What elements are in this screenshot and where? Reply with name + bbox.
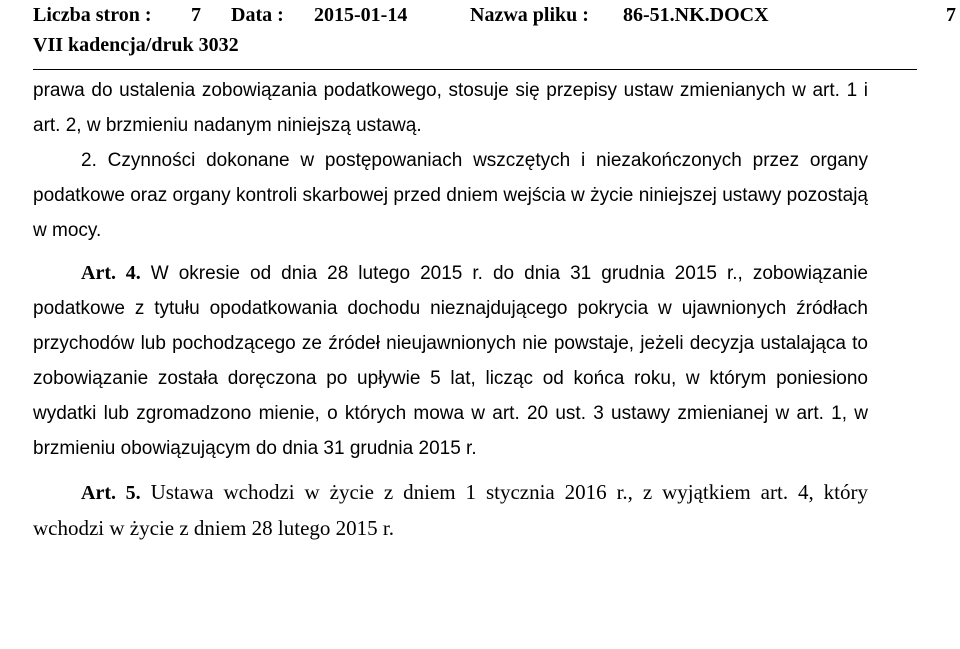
document-header [33,0,960,60]
article-4-text: W okresie od dnia 28 lutego 2015 r. do dnia 31 grudnia 2015 r., zobowiązanie podatkowe z tytułu opodatkowania dochodu nieznajdującego pokrycia w ujawnionych źródłach przychodów lub pochodzącego ze źródeł nieujawnionych nie powstaje, jeżeli decyzja ustalająca to zobowiązanie została doręczona po upływie 5 lat, licząc od końca roku, w którym poniesiono wydatki lub zgromadzono mienie, o których mowa w art. 20 ust. 3 ustawy zmienianej w art. 1, w brzmieniu obowiązującym do dnia 31 grudnia 2015 r. [33,263,868,459]
paragraph-section-2: 2. Czynności dokonane w postępowaniach wszczętych i niezakończonych przez organy podatkowe oraz organy kontroli skarbowej przed dniem wejścia w życie niniejszej ustawy pozostają w mocy. [33,150,868,241]
header-term-line [33,30,960,60]
date-value: 2015-01-14 [314,4,408,26]
term-and-print-number: VII kadencja/druk 3032 [33,34,239,56]
article-4-label: Art. 4. [81,262,141,284]
pages-value: 7 [191,4,201,26]
document-body [33,73,868,546]
file-name-value: 86-51.NK.DOCX [623,4,769,26]
article-5-label: Art. 5. [81,482,141,504]
header-metadata-line [33,0,960,30]
article-5-text: Ustawa wchodzi w życie z dniem 1 stycznia 2016 r., z wyjątkiem art. 4, który wchodzi w życie z dniem 28 lutego 2015 r. [33,480,868,540]
header-divider [33,69,917,70]
paragraph-continuation: prawa do ustalenia zobowiązania podatkowego, stosuje się przepisy ustaw zmienianych w art. 1 i art. 2, w brzmieniu nadanym niniejszą ustawą. [33,80,868,136]
file-name-label: Nazwa pliku : [470,4,589,26]
article-5 [33,475,868,546]
article-4 [33,256,868,466]
date-label: Data : [231,4,284,26]
pages-label: Liczba stron : [33,4,152,26]
page-number: 7 [946,4,956,26]
